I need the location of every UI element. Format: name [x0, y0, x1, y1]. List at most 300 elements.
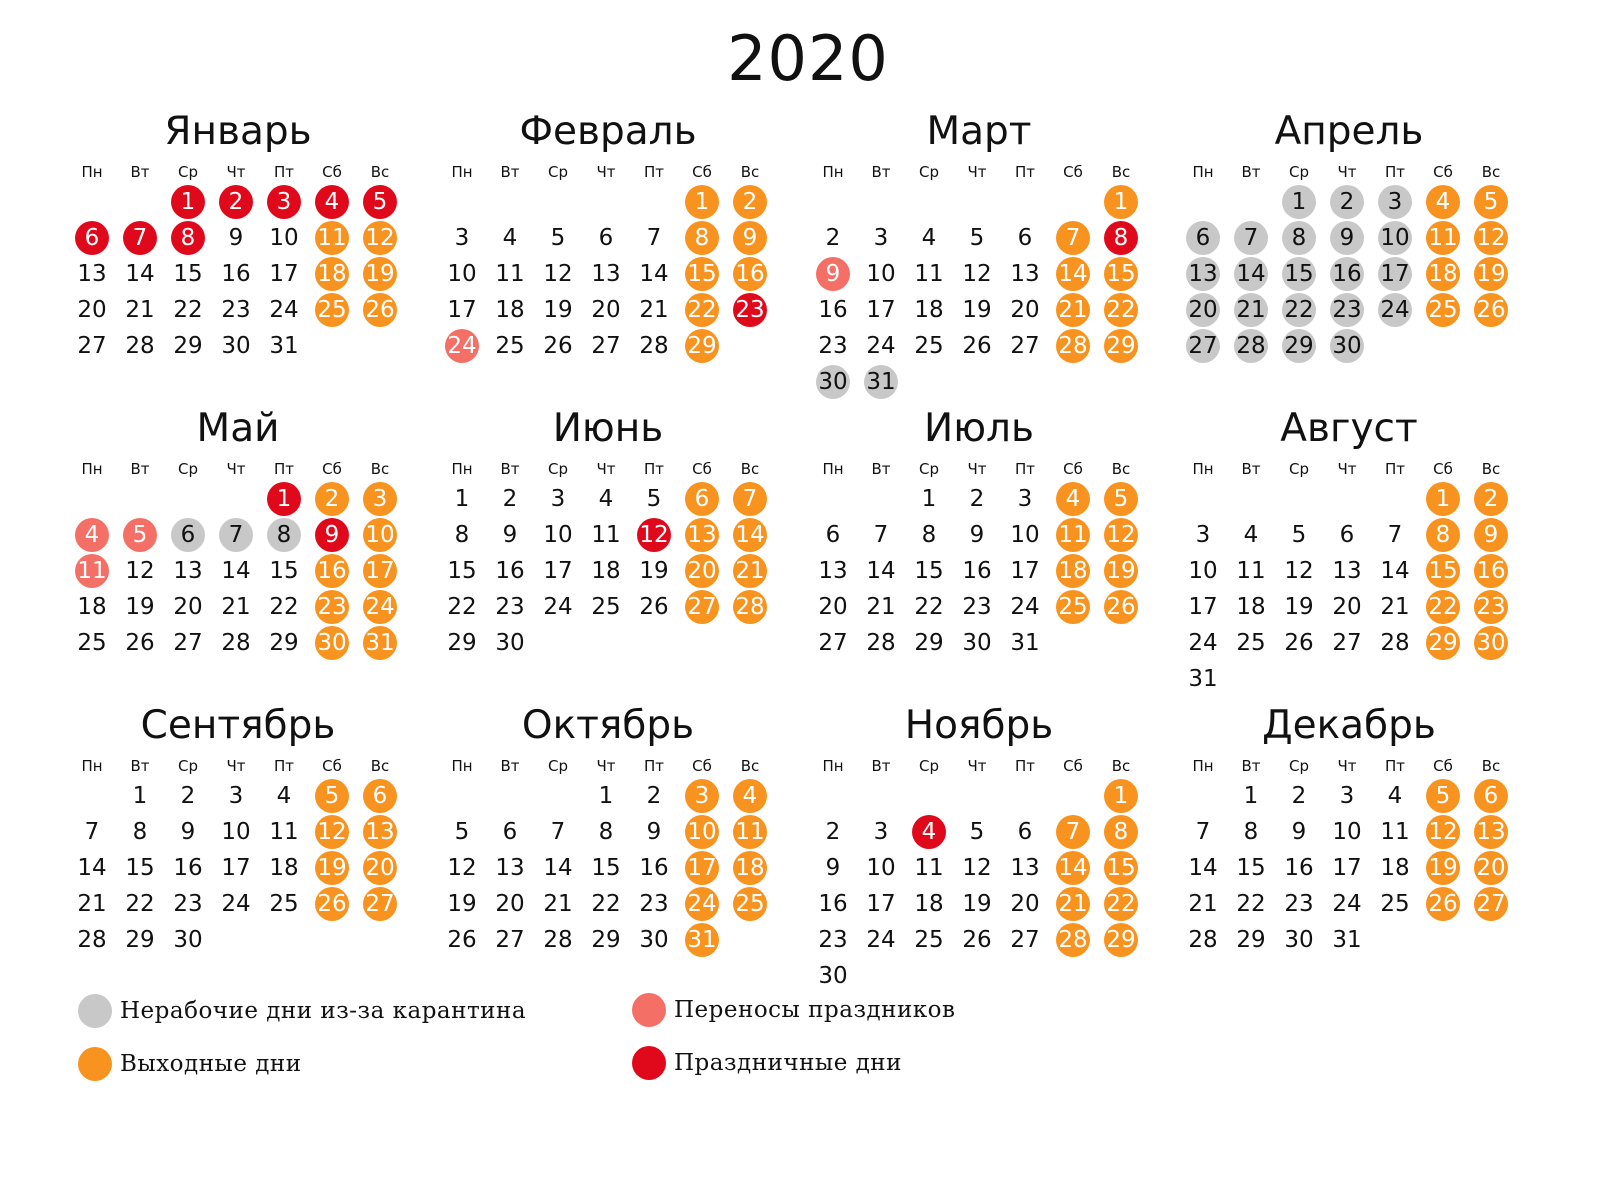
day-cell	[1275, 256, 1323, 292]
day-cell	[630, 292, 678, 328]
day-number: 22	[269, 593, 299, 620]
weekday-header-row	[68, 754, 408, 778]
day-cell	[356, 850, 404, 886]
day-cell	[164, 850, 212, 886]
day-cell	[212, 850, 260, 886]
day-number: 20	[1010, 296, 1040, 323]
day-number: 17	[1188, 593, 1218, 620]
day-cell	[486, 814, 534, 850]
day-cell	[857, 625, 905, 661]
week-row	[1179, 886, 1519, 922]
day-number: 29	[591, 926, 621, 953]
day-cell	[630, 886, 678, 922]
empty-day-cell	[905, 778, 953, 814]
orange-day-marker: 26	[315, 887, 349, 921]
day-number: 13	[173, 557, 203, 584]
day-cell	[260, 328, 308, 364]
day-cell	[1097, 553, 1145, 589]
weekday-label: Пн	[81, 163, 103, 181]
day-cell	[1419, 517, 1467, 553]
gray-day-marker: 16	[1330, 257, 1364, 291]
day-cell	[1049, 850, 1097, 886]
day-cell	[260, 292, 308, 328]
weekday-label: Пн	[822, 757, 844, 775]
day-cell	[1001, 256, 1049, 292]
day-number: 6	[598, 224, 614, 251]
weekday-header-row	[1179, 754, 1519, 778]
gray-day-marker: 22	[1282, 293, 1316, 327]
day-cell	[1227, 850, 1275, 886]
day-cell	[116, 328, 164, 364]
gray-day-marker: 6	[171, 518, 205, 552]
month-name: Февраль	[519, 109, 697, 154]
day-cell	[953, 625, 1001, 661]
day-number: 2	[502, 485, 518, 512]
day-number: 31	[1188, 665, 1218, 692]
orange-day-marker: 29	[1426, 626, 1460, 660]
day-cell	[1419, 814, 1467, 850]
gray-day-marker: 31	[864, 365, 898, 399]
orange-day-marker: 22	[685, 293, 719, 327]
day-cell	[1275, 922, 1323, 958]
legend-label-quarantine: Нерабочие дни из-за карантина	[120, 998, 527, 1024]
orange-day-marker: 15	[1104, 257, 1138, 291]
day-number: 22	[173, 296, 203, 323]
day-number: 28	[221, 629, 251, 656]
day-cell	[1467, 553, 1515, 589]
day-cell	[260, 256, 308, 292]
empty-day-cell	[1049, 778, 1097, 814]
month-name: Апрель	[1274, 109, 1424, 154]
weekday-label: Пт	[643, 757, 665, 775]
day-number: 26	[125, 629, 155, 656]
weekday-label: Чт	[596, 757, 616, 775]
orange-day-marker: 4	[1426, 185, 1460, 219]
red-day-marker: 7	[123, 221, 157, 255]
day-cell	[1001, 553, 1049, 589]
day-cell	[486, 220, 534, 256]
orange-day-marker: 27	[363, 887, 397, 921]
day-cell	[1179, 292, 1227, 328]
day-cell	[1227, 517, 1275, 553]
day-cell	[356, 814, 404, 850]
weekday-label: Пн	[822, 163, 844, 181]
day-number: 21	[866, 593, 896, 620]
day-cell	[356, 886, 404, 922]
empty-day-cell	[68, 184, 116, 220]
day-cell	[1049, 589, 1097, 625]
day-cell	[260, 814, 308, 850]
empty-day-cell	[809, 481, 857, 517]
day-number: 1	[598, 782, 614, 809]
day-number: 12	[1284, 557, 1314, 584]
day-cell	[1323, 625, 1371, 661]
day-cell	[678, 589, 726, 625]
week-row	[438, 517, 778, 553]
month-name: Август	[1280, 406, 1418, 451]
month-block	[68, 405, 408, 661]
gray-day-marker: 8	[1282, 221, 1316, 255]
day-number: 28	[639, 332, 669, 359]
orange-day-marker: 17	[685, 851, 719, 885]
weekday-label: Вт	[1241, 757, 1261, 775]
day-cell	[308, 778, 356, 814]
week-row	[438, 625, 778, 661]
month-block	[438, 405, 778, 661]
empty-day-cell	[1467, 661, 1515, 697]
orange-day-marker: 5	[1426, 779, 1460, 813]
day-cell	[582, 220, 630, 256]
salmon-day-marker: 9	[816, 257, 850, 291]
day-number: 28	[1380, 629, 1410, 656]
orange-day-marker: 2	[1474, 482, 1508, 516]
orange-day-marker: 4	[1056, 482, 1090, 516]
weekday-label: Пн	[1192, 757, 1214, 775]
orange-day-marker: 13	[685, 518, 719, 552]
day-cell	[308, 292, 356, 328]
day-number: 11	[495, 260, 525, 287]
day-number: 25	[495, 332, 525, 359]
red-day-marker: 3	[267, 185, 301, 219]
orange-day-marker: 12	[363, 221, 397, 255]
day-number: 17	[447, 296, 477, 323]
day-cell	[1049, 328, 1097, 364]
day-cell	[678, 553, 726, 589]
empty-day-cell	[260, 922, 308, 958]
week-row	[809, 625, 1149, 661]
day-cell	[438, 589, 486, 625]
empty-day-cell	[1467, 328, 1515, 364]
day-cell	[116, 850, 164, 886]
day-cell	[164, 328, 212, 364]
day-number: 16	[1284, 854, 1314, 881]
day-number: 17	[866, 296, 896, 323]
empty-day-cell	[1049, 184, 1097, 220]
day-cell	[726, 184, 774, 220]
day-cell	[630, 589, 678, 625]
empty-day-cell	[809, 778, 857, 814]
day-number: 18	[914, 296, 944, 323]
day-number: 28	[125, 332, 155, 359]
day-cell	[1227, 589, 1275, 625]
day-cell	[1467, 220, 1515, 256]
gray-day-marker: 14	[1234, 257, 1268, 291]
empty-day-cell	[1049, 958, 1097, 994]
day-cell	[1467, 517, 1515, 553]
orange-day-marker: 21	[733, 554, 767, 588]
day-number: 11	[1380, 818, 1410, 845]
day-cell	[726, 553, 774, 589]
day-cell	[630, 778, 678, 814]
day-number: 10	[1010, 521, 1040, 548]
day-cell	[1371, 517, 1419, 553]
weekday-label: Ср	[919, 163, 939, 181]
day-cell	[1049, 220, 1097, 256]
orange-day-marker: 18	[1426, 257, 1460, 291]
gray-day-marker: 24	[1378, 293, 1412, 327]
day-cell	[1371, 886, 1419, 922]
day-cell	[438, 886, 486, 922]
day-number: 14	[639, 260, 669, 287]
day-number: 20	[495, 890, 525, 917]
day-number: 13	[77, 260, 107, 287]
day-cell	[68, 220, 116, 256]
day-number: 9	[1291, 818, 1307, 845]
day-cell	[1227, 292, 1275, 328]
day-cell	[726, 850, 774, 886]
day-cell	[1049, 886, 1097, 922]
day-cell	[809, 220, 857, 256]
day-number: 25	[1236, 629, 1266, 656]
day-cell	[857, 589, 905, 625]
day-cell	[534, 886, 582, 922]
day-cell	[1179, 886, 1227, 922]
orange-day-marker: 24	[363, 590, 397, 624]
weekday-label: Вс	[1111, 460, 1131, 478]
day-number: 3	[873, 224, 889, 251]
weekday-label: Чт	[596, 163, 616, 181]
day-number: 7	[646, 224, 662, 251]
day-cell	[678, 850, 726, 886]
day-number: 16	[818, 890, 848, 917]
day-cell	[1097, 292, 1145, 328]
weekday-label: Пт	[1014, 460, 1036, 478]
day-cell	[630, 553, 678, 589]
weekday-label: Чт	[596, 460, 616, 478]
day-cell	[726, 256, 774, 292]
orange-day-marker: 25	[315, 293, 349, 327]
day-cell	[1323, 517, 1371, 553]
day-cell	[953, 481, 1001, 517]
orange-day-marker: 19	[1426, 851, 1460, 885]
day-cell	[1049, 292, 1097, 328]
empty-day-cell	[1371, 922, 1419, 958]
day-cell	[678, 886, 726, 922]
day-number: 13	[1010, 260, 1040, 287]
weekday-label: Вс	[370, 757, 390, 775]
day-number: 1	[921, 485, 937, 512]
weekday-label: Ср	[919, 757, 939, 775]
day-cell	[809, 886, 857, 922]
empty-day-cell	[1179, 481, 1227, 517]
day-cell	[1419, 625, 1467, 661]
day-number: 15	[447, 557, 477, 584]
day-cell	[1049, 922, 1097, 958]
orange-day-marker: 29	[1104, 923, 1138, 957]
day-cell	[1227, 553, 1275, 589]
day-number: 26	[543, 332, 573, 359]
week-row	[1179, 850, 1519, 886]
week-row	[68, 517, 408, 553]
day-cell	[809, 553, 857, 589]
red-day-marker: 6	[75, 221, 109, 255]
day-cell	[857, 850, 905, 886]
day-cell	[1179, 814, 1227, 850]
day-number: 19	[447, 890, 477, 917]
day-cell	[678, 292, 726, 328]
orange-day-marker: 14	[733, 518, 767, 552]
day-number: 9	[180, 818, 196, 845]
orange-day-marker: 26	[1474, 293, 1508, 327]
empty-day-cell	[726, 922, 774, 958]
weekday-header-row	[809, 754, 1149, 778]
day-cell	[164, 256, 212, 292]
day-cell	[726, 886, 774, 922]
orange-day-marker: 22	[1104, 887, 1138, 921]
gray-day-marker: 23	[1330, 293, 1364, 327]
orange-day-marker: 13	[1474, 815, 1508, 849]
week-row	[1179, 517, 1519, 553]
weekday-label: Ср	[548, 757, 568, 775]
day-number: 9	[502, 521, 518, 548]
day-cell	[1227, 328, 1275, 364]
day-cell	[308, 256, 356, 292]
day-number: 16	[221, 260, 251, 287]
day-number: 15	[125, 854, 155, 881]
weekday-label: Ср	[548, 460, 568, 478]
red-day-marker: 9	[315, 518, 349, 552]
day-number: 8	[921, 521, 937, 548]
empty-day-cell	[1227, 184, 1275, 220]
day-cell	[1097, 922, 1145, 958]
day-number: 27	[173, 629, 203, 656]
day-cell	[953, 292, 1001, 328]
orange-day-marker: 26	[1104, 590, 1138, 624]
orange-day-marker: 19	[1104, 554, 1138, 588]
orange-day-marker: 11	[315, 221, 349, 255]
month-block	[68, 702, 408, 958]
month-name: Январь	[164, 109, 312, 154]
day-cell	[953, 553, 1001, 589]
day-cell	[534, 850, 582, 886]
day-cell	[1001, 589, 1049, 625]
week-row	[809, 850, 1149, 886]
day-number: 30	[818, 962, 848, 989]
day-number: 26	[962, 926, 992, 953]
day-number: 22	[447, 593, 477, 620]
day-cell	[630, 517, 678, 553]
day-number: 17	[269, 260, 299, 287]
day-cell	[857, 292, 905, 328]
empty-day-cell	[1419, 661, 1467, 697]
weekday-label: Пн	[81, 460, 103, 478]
red-circle-icon	[632, 1046, 666, 1080]
day-number: 19	[1284, 593, 1314, 620]
empty-day-cell	[1001, 184, 1049, 220]
day-cell	[1097, 886, 1145, 922]
day-cell	[678, 481, 726, 517]
day-cell	[953, 517, 1001, 553]
empty-day-cell	[1049, 364, 1097, 400]
week-row	[809, 886, 1149, 922]
orange-day-marker: 21	[1056, 293, 1090, 327]
day-number: 4	[1387, 782, 1403, 809]
day-cell	[630, 328, 678, 364]
day-cell	[1227, 814, 1275, 850]
weekday-label: Вс	[1481, 460, 1501, 478]
day-cell	[905, 481, 953, 517]
day-cell	[1323, 778, 1371, 814]
empty-day-cell	[356, 328, 404, 364]
day-cell	[1467, 814, 1515, 850]
day-number: 21	[543, 890, 573, 917]
salmon-circle-icon	[632, 993, 666, 1027]
day-cell	[438, 922, 486, 958]
week-row	[68, 220, 408, 256]
day-cell	[1275, 184, 1323, 220]
month-block	[809, 702, 1149, 994]
day-cell	[308, 886, 356, 922]
week-row	[809, 256, 1149, 292]
week-row	[68, 553, 408, 589]
empty-day-cell	[857, 184, 905, 220]
day-cell	[356, 184, 404, 220]
day-cell	[1097, 850, 1145, 886]
gray-day-marker: 29	[1282, 329, 1316, 363]
empty-day-cell	[582, 625, 630, 661]
gray-circle-icon	[78, 994, 112, 1028]
day-cell	[534, 922, 582, 958]
day-cell	[1323, 184, 1371, 220]
weekday-header-row	[68, 457, 408, 481]
orange-day-marker: 29	[685, 329, 719, 363]
orange-day-marker: 20	[1474, 851, 1508, 885]
day-number: 4	[598, 485, 614, 512]
day-number: 30	[221, 332, 251, 359]
month-name: Октябрь	[521, 703, 695, 748]
day-number: 13	[591, 260, 621, 287]
day-number: 11	[914, 854, 944, 881]
day-cell	[260, 553, 308, 589]
day-number: 28	[543, 926, 573, 953]
day-cell	[726, 220, 774, 256]
day-number: 15	[914, 557, 944, 584]
week-row	[809, 778, 1149, 814]
orange-day-marker: 6	[1474, 779, 1508, 813]
day-cell	[1179, 625, 1227, 661]
day-cell	[356, 292, 404, 328]
orange-day-marker: 23	[315, 590, 349, 624]
empty-day-cell	[1275, 661, 1323, 697]
day-cell	[905, 517, 953, 553]
day-cell	[1001, 886, 1049, 922]
day-number: 7	[873, 521, 889, 548]
legend-item-transfers	[632, 993, 955, 1027]
red-day-marker: 2	[219, 185, 253, 219]
orange-day-marker: 12	[1426, 815, 1460, 849]
weekday-header-row	[1179, 160, 1519, 184]
week-row	[438, 184, 778, 220]
orange-day-marker: 3	[685, 779, 719, 813]
day-cell	[582, 886, 630, 922]
day-cell	[212, 625, 260, 661]
day-number: 13	[1010, 854, 1040, 881]
day-cell	[534, 553, 582, 589]
day-cell	[1371, 220, 1419, 256]
empty-day-cell	[1371, 661, 1419, 697]
week-row	[438, 814, 778, 850]
day-cell	[1323, 553, 1371, 589]
empty-day-cell	[438, 184, 486, 220]
day-cell	[164, 220, 212, 256]
empty-day-cell	[630, 184, 678, 220]
day-cell	[308, 481, 356, 517]
day-cell	[116, 220, 164, 256]
day-number: 16	[639, 854, 669, 881]
day-cell	[164, 292, 212, 328]
legend-item-holidays	[632, 1046, 902, 1080]
salmon-day-marker: 4	[75, 518, 109, 552]
